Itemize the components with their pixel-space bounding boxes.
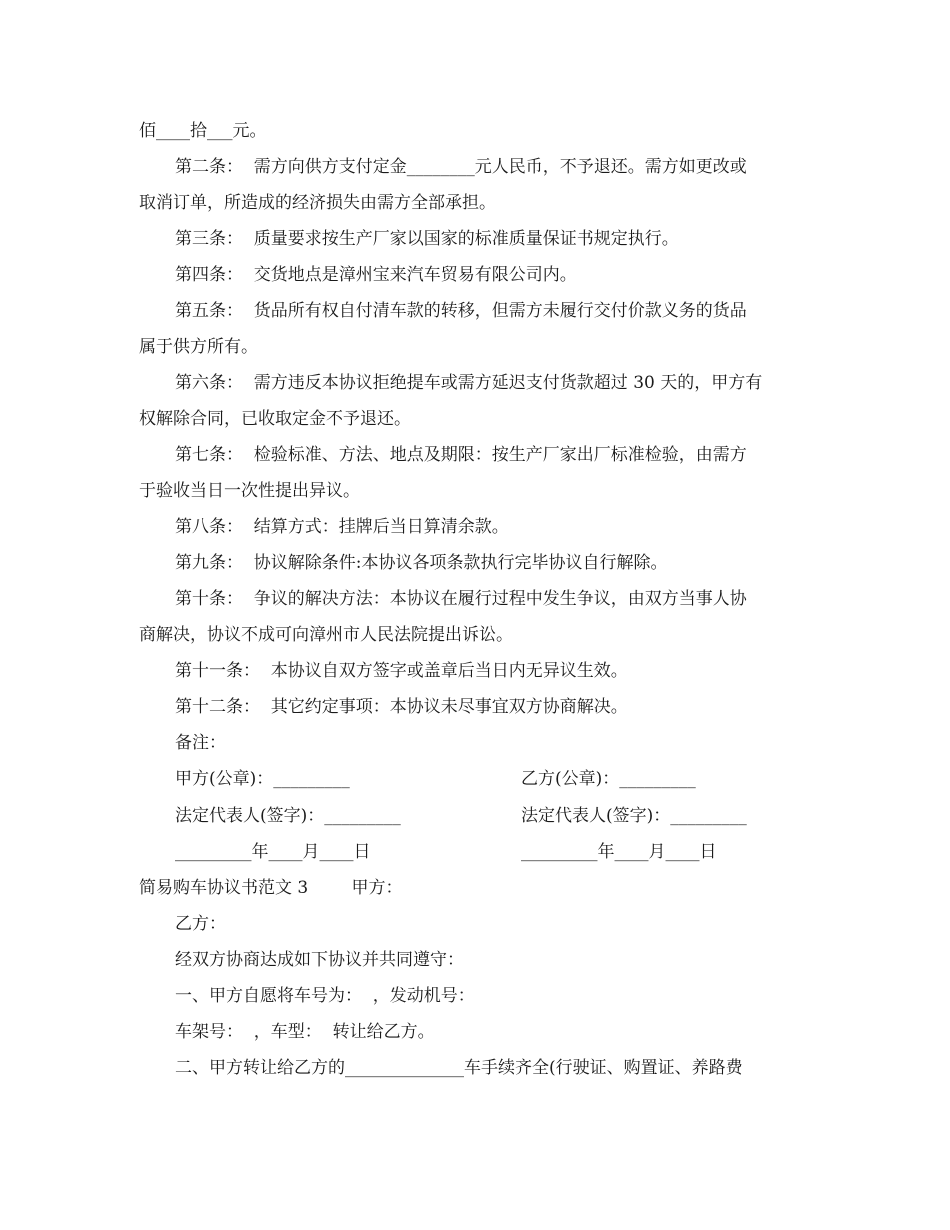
text-line: 第六条： 需方违反本协议拒绝提车或需方延迟支付货款超过 30 天的，甲方有 — [175, 373, 763, 393]
text-line: 佰____拾___元。 — [139, 121, 267, 141]
date-a: _________年____月____日 — [175, 842, 371, 862]
text-line: 第三条： 质量要求按生产厂家以国家的标准质量保证书规定执行。 — [175, 229, 679, 249]
text-line: 于验收当日一次性提出异议。 — [139, 481, 360, 501]
text-line: 属于供方所有。 — [139, 337, 258, 357]
text-line: 第二条： 需方向供方支付定金________元人民币，不予退还。需方如更改或 — [175, 157, 747, 177]
text-line: 商解决，协议不成可向漳州市人民法院提出诉讼。 — [139, 625, 513, 645]
text-line: 第十条： 争议的解决方法：本协议在履行过程中发生争议，由双方当事人协 — [175, 589, 747, 609]
text-line: 第十二条： 其它约定事项：本协议未尽事宜双方协商解决。 — [175, 697, 628, 717]
text-line: 第九条： 协议解除条件:本协议各项条款执行完毕协议自行解除。 — [175, 553, 668, 573]
legal-rep-a: 法定代表人(签字)：_________ — [175, 806, 401, 826]
text-line: 权解除合同，已收取定金不予退还。 — [139, 409, 411, 429]
signature-party-a: 甲方(公章)：_________ — [175, 769, 350, 789]
text-line: 乙方： — [175, 914, 226, 934]
text-line: 备注： — [175, 733, 226, 753]
text-line: 取消订单，所造成的经济损失由需方全部承担。 — [139, 193, 496, 213]
text-line: 第八条： 结算方式：挂牌后当日算清余款。 — [175, 517, 509, 537]
signature-party-b: 乙方(公章)：_________ — [521, 769, 696, 789]
text-line: 二、甲方转让给乙方的______________车手续齐全(行驶证、购置证、养路费 — [175, 1058, 743, 1078]
text-line: 经双方协商达成如下协议并共同遵守： — [175, 950, 464, 970]
date-b: _________年____月____日 — [521, 842, 717, 862]
text-line: 车架号： ，车型： 转让给乙方。 — [175, 1022, 435, 1042]
legal-rep-b: 法定代表人(签字)：_________ — [521, 806, 747, 826]
text-line: 一、甲方自愿将车号为： ，发动机号： — [175, 986, 475, 1006]
text-line: 第四条： 交货地点是漳州宝来汽车贸易有限公司内。 — [175, 265, 577, 285]
section-title: 简易购车协议书范文 3 甲方： — [139, 878, 403, 898]
text-line: 第七条： 检验标准、方法、地点及期限：按生产厂家出厂标准检验，由需方 — [175, 445, 747, 465]
text-line: 第五条： 货品所有权自付清车款的转移，但需方未履行交付价款义务的货品 — [175, 301, 747, 321]
text-line: 第十一条： 本协议自双方签字或盖章后当日内无异议生效。 — [175, 661, 628, 681]
